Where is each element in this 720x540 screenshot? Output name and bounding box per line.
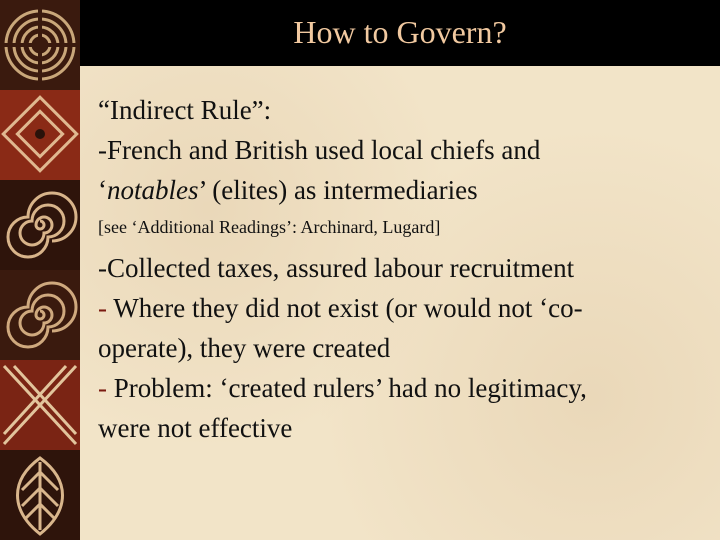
readings-note: [see ‘Additional Readings’: Archinard, Lugard] [98, 217, 441, 237]
point-line [98, 368, 708, 408]
textile-leaf-tile [0, 450, 80, 540]
slide-title: How to Govern? [293, 14, 507, 50]
textile-spiral-tile [0, 270, 80, 360]
point-line [98, 170, 708, 210]
textile-diamond-tile [0, 90, 80, 180]
point-line [98, 288, 708, 328]
point-line: were not effective [98, 413, 293, 443]
quote-mark: ‘ [98, 175, 107, 205]
point-text: Problem: ‘created rulers’ had no legitimacy, [107, 373, 587, 403]
emphasized-term: notables [107, 175, 199, 205]
textile-cross-tile [0, 360, 80, 450]
dash-marker: - [98, 293, 107, 323]
slide-content [80, 66, 720, 540]
dash-marker: - [98, 373, 107, 403]
point-line: -Collected taxes, assured labour recruitment [98, 253, 575, 283]
point-line: -French and British used local chiefs and [98, 135, 541, 165]
point-line: operate), they were created [98, 333, 391, 363]
textile-rings-tile [0, 0, 80, 90]
point-text: Where they did not exist (or would not ‘co- [107, 293, 583, 323]
decorative-textile-strip [0, 0, 80, 540]
slide-body [98, 90, 708, 448]
heading-line: “Indirect Rule”: [98, 95, 272, 125]
title-bar [80, 0, 720, 66]
point-text: ’ (elites) as intermediaries [198, 175, 478, 205]
textile-spiral-tile [0, 180, 80, 270]
